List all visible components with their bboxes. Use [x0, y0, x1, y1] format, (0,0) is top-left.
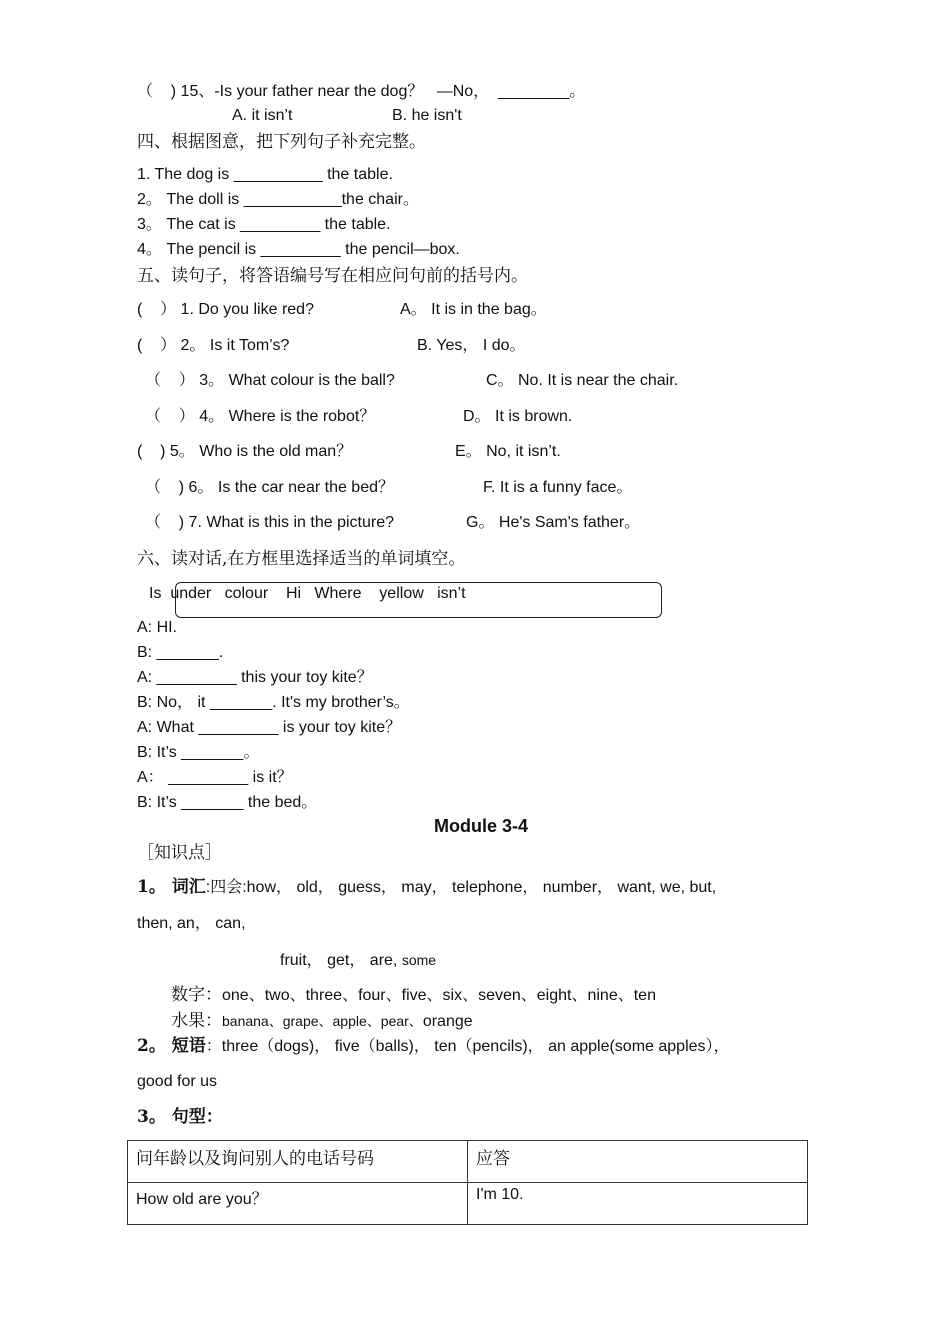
table-header-row: [128, 1141, 808, 1183]
section5-answer: C。 No. It is near the chair.: [486, 372, 679, 389]
dialogue-line: A: What _________ is your toy kite？: [137, 719, 402, 736]
section5-question: （ ) 6。 Is the car near the bed？: [145, 479, 395, 496]
vocab-line-1: [137, 877, 716, 898]
vocab-words: :四会:how， old， guess， may， telephone， number， want, we, but,: [205, 879, 717, 896]
table-cell: I'm 10.: [468, 1183, 808, 1225]
vocab-label: 1。 词汇: [137, 877, 206, 897]
dialogue-line: A: _________ this your toy kite？: [137, 669, 373, 686]
vocab-line-2: then, an， can,: [137, 915, 246, 932]
table-row: [128, 1183, 808, 1225]
dialogue-line: B: _______.: [137, 644, 224, 661]
section5-answer: F. It is a funny face。: [483, 479, 633, 496]
phrases-line-2: good for us: [137, 1073, 218, 1090]
phrases-line-1: [137, 1036, 730, 1057]
fruits-list: banana、grape、apple、pear、: [222, 1013, 423, 1029]
section4-line: 3。 The cat is _________ the table.: [137, 216, 391, 233]
sentence-pattern-table: [127, 1140, 808, 1225]
section5-heading: 五、读句子，将答语编号写在相应问句前的括号内。: [137, 266, 528, 286]
table-header-cell: 问年龄以及询问别人的电话号码: [128, 1141, 468, 1183]
section6-heading: 六、读对话,在方框里选择适当的单词填空。: [137, 549, 466, 569]
section4-heading: 四、根据图意，把下列句子补充完整。: [137, 132, 426, 152]
section5-answer: D。 It is brown.: [463, 408, 573, 425]
section5-answer: E。 No, it isn’t.: [455, 443, 561, 460]
numbers-label: 数字：: [171, 985, 222, 1005]
fruits-line: [171, 1011, 473, 1032]
table-header-cell: 应答: [468, 1141, 808, 1183]
vocab-line-3-some: some: [401, 952, 437, 968]
dialogue-line: A： _________ is it？: [137, 769, 293, 786]
phrases-list: ：three（dogs)， five（balls)， ten（pencils)， an apple(some apples），: [205, 1038, 730, 1055]
vocab-line-3: [280, 950, 436, 971]
module-title: Module 3-4: [433, 816, 528, 836]
vocab-line-3-words: fruit， get， are,: [280, 952, 402, 969]
dialogue-line: B: It’s _______。: [137, 744, 260, 761]
section4-line: 1. The dog is __________ the table.: [137, 166, 393, 183]
section5-question: （ ） 4。 Where is the robot？: [145, 408, 376, 425]
dialogue-line: B: It’s _______ the bed。: [137, 794, 318, 811]
section5-answer: B. Yes， I do。: [417, 337, 526, 354]
q15-option-a: A. it isn’t: [232, 107, 293, 124]
fruits-last: orange: [422, 1013, 473, 1030]
section4-line: 4。 The pencil is _________ the pencil—box.: [137, 241, 460, 258]
dialogue-line: A: HI.: [137, 619, 178, 636]
word-bank: Is under colour Hi Where yellow isn’t: [149, 585, 466, 602]
dialogue-line: B: No， it _______. It's my brother’s。: [137, 694, 410, 711]
section5-question: ( ） 1. Do you like red?: [137, 301, 314, 318]
table-cell: How old are you？: [128, 1183, 468, 1225]
question-15: （ ) 15、-Is your father near the dog？ —No， ________。: [137, 83, 586, 100]
knowledge-label: ［知识点］: [137, 843, 222, 863]
patterns-label: 3。 句型：: [137, 1107, 223, 1127]
section5-question: ( ） 2。 Is it Tom’s?: [137, 337, 290, 354]
section4-line: 2。 The doll is ___________the chair。: [137, 191, 419, 208]
fruits-label: 水果：: [171, 1011, 222, 1031]
section5-question: ( ) 5。 Who is the old man？: [137, 443, 353, 460]
phrases-label: 2。 短语: [137, 1036, 206, 1056]
section5-question: （ ) 7. What is this in the picture?: [145, 514, 394, 531]
numbers-line: [171, 985, 656, 1006]
section5-question: （ ） 3。 What colour is the ball?: [145, 372, 395, 389]
numbers-list: one、two、three、four、five、six、seven、eight、nine、ten: [222, 987, 656, 1004]
section5-answer: G。 He's Sam's father。: [466, 514, 641, 531]
q15-option-b: B. he isn't: [392, 107, 462, 124]
section5-answer: A。 It is in the bag。: [400, 301, 547, 318]
